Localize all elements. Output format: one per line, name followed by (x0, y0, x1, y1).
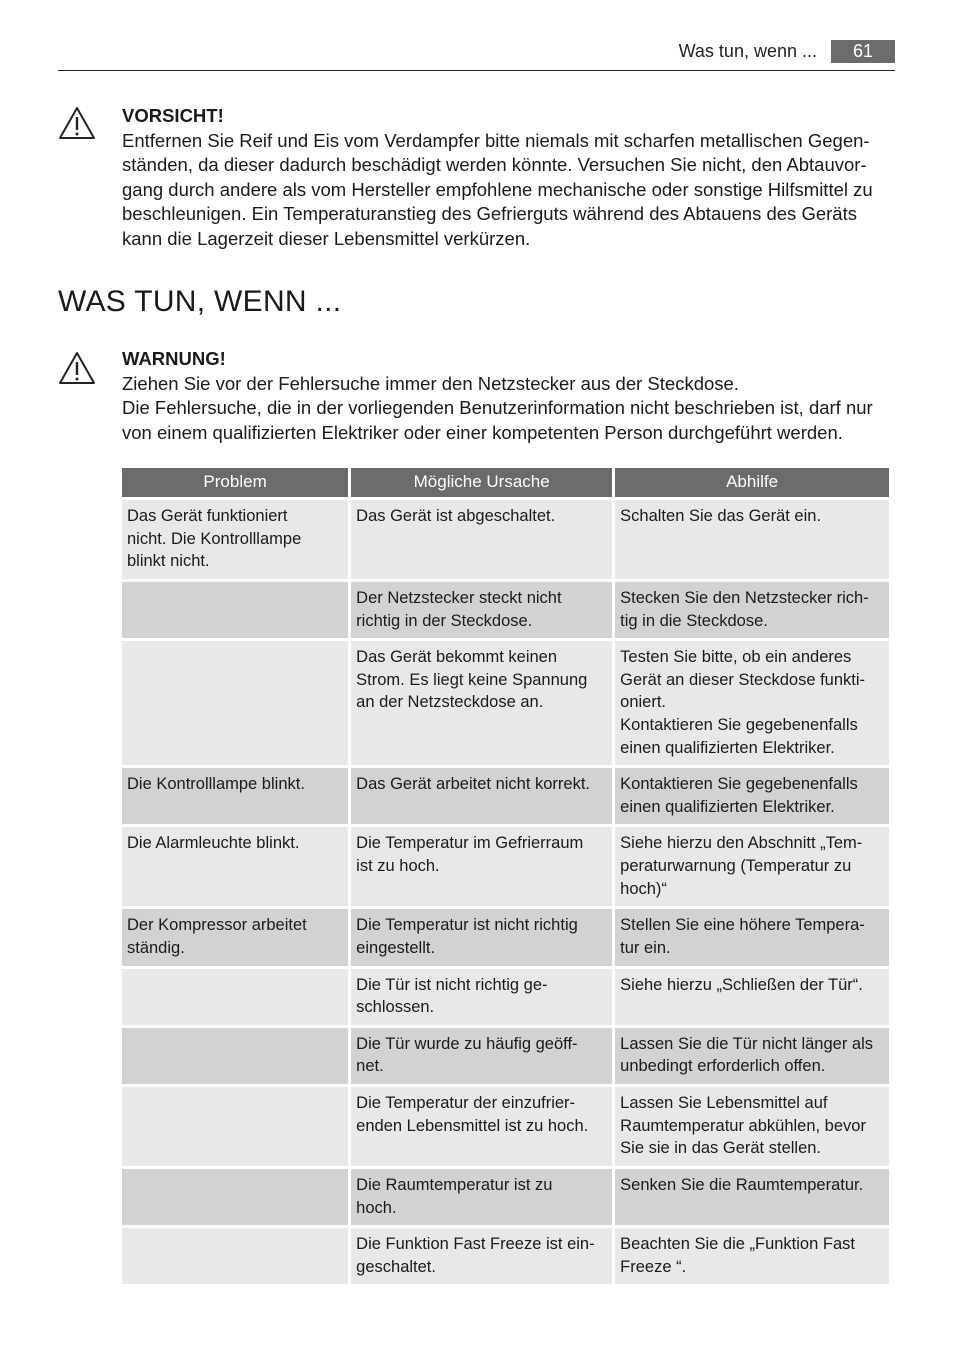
cell-line: Die Tür ist nicht richtig ge- (356, 975, 548, 994)
cause-cell (351, 1169, 612, 1225)
cell-line: tur ein. (620, 938, 671, 957)
cell-line: Die Tür wurde zu häufig geöff- (356, 1034, 578, 1053)
remedy-cell (615, 641, 889, 765)
cell-line: Kontaktieren Sie gegebenenfalls (620, 715, 858, 734)
table-row (122, 1087, 889, 1166)
cell-line: Das Gerät bekommt keinen (356, 648, 558, 667)
cell-line: net. (356, 1057, 384, 1076)
cell-line: Das Gerät funktioniert (127, 507, 288, 525)
cell-line: Raumtemperatur abkühlen, bevor (620, 1116, 866, 1135)
problem-cell (122, 641, 348, 765)
cell-line: peraturwarnung (Temperatur zu (620, 856, 852, 875)
cause-cell (351, 582, 612, 638)
cell-line: Senken Sie die Raumtemperatur. (620, 1175, 864, 1194)
table-row (122, 641, 889, 765)
remedy-cell (615, 582, 889, 638)
problem-cell (122, 969, 348, 1025)
cell-line: oniert. (620, 693, 667, 712)
caution-heading: VORSICHT! (122, 105, 224, 126)
problem-cell (122, 768, 348, 824)
column-header-problem: Problem (122, 468, 348, 497)
remedy-cell (615, 1087, 889, 1166)
cause-cell (351, 500, 612, 579)
cell-line: schlossen. (356, 998, 435, 1017)
cell-line: Strom. Es liegt keine Spannung (356, 670, 588, 689)
cause-cell (351, 909, 612, 965)
remedy-cell (615, 768, 889, 824)
cause-cell (351, 827, 612, 906)
table-row (122, 1028, 889, 1084)
warning-triangle-icon (58, 351, 96, 385)
warning-line: Ziehen Sie vor der Fehlersuche immer den Netzstecker aus der Steckdose. (122, 372, 739, 394)
cell-line: einen qualifizierten Elektriker. (620, 797, 835, 816)
cell-line: Die Temperatur der einzufrier- (356, 1093, 576, 1112)
remedy-cell (615, 827, 889, 906)
table-row (122, 969, 889, 1025)
caution-line: ständen, da dieser dadurch beschädigt werden könnte. Versuchen Sie nicht, den Abtauvor- (122, 154, 867, 176)
cell-line: ist zu hoch. (356, 856, 440, 875)
problem-cell (122, 582, 348, 638)
remedy-cell (615, 909, 889, 965)
table-row (122, 1169, 889, 1225)
page-number: 61 (831, 40, 895, 63)
cause-cell (351, 768, 612, 824)
cause-cell (351, 1228, 612, 1284)
page-header (58, 40, 895, 71)
cell-line: Das Gerät ist abgeschaltet. (356, 507, 556, 525)
cell-line: enden Lebensmittel ist zu hoch. (356, 1116, 589, 1135)
column-header-remedy: Abhilfe (615, 468, 889, 497)
cell-line: Sie sie in das Gerät stellen. (620, 1139, 822, 1158)
cell-line: Stecken Sie den Netzstecker rich- (620, 589, 869, 607)
table-row (122, 768, 889, 824)
cell-line: Siehe hierzu den Abschnitt „Tem- (620, 834, 863, 853)
caution-line: gang durch andere als vom Hersteller empfohlene mechanische oder sonstige Hilfsmittel zu (122, 178, 873, 200)
cell-line: Gerät an dieser Steckdose funkti- (620, 670, 866, 689)
problem-cell (122, 1028, 348, 1084)
warning-line: Die Fehlersuche, die in der vorliegenden Benutzerinformation nicht beschrieben ist, darf nur (122, 397, 873, 419)
cell-line: Die Temperatur im Gefrierraum (356, 834, 584, 853)
remedy-cell (615, 500, 889, 579)
cell-line: Freeze “. (620, 1257, 687, 1276)
cell-line: tig in die Steckdose. (620, 611, 768, 630)
cell-line: Schalten Sie das Gerät ein. (620, 507, 822, 525)
cell-line: Lassen Sie die Tür nicht länger als (620, 1034, 873, 1053)
cause-cell (351, 969, 612, 1025)
cell-line: Die Kontrolllampe blinkt. (127, 775, 305, 794)
table-row (122, 1228, 889, 1284)
remedy-cell (615, 969, 889, 1025)
cell-line: blinkt nicht. (127, 552, 210, 571)
cell-line: eingestellt. (356, 938, 436, 957)
cell-line: Die Alarmleuchte blinkt. (127, 834, 300, 853)
cause-cell (351, 641, 612, 765)
cell-line: nicht. Die Kontrolllampe (127, 529, 302, 548)
problem-cell (122, 827, 348, 906)
cell-line: ständig. (127, 938, 185, 957)
warning-line: von einem qualifizierten Elektriker oder einer kompetenten Person durchgeführt werden. (122, 421, 843, 443)
caution-line: beschleunigen. Ein Temperaturanstieg des Gefrierguts während des Abtauens des Geräts (122, 203, 857, 225)
caution-notice (122, 104, 897, 252)
cause-cell (351, 1087, 612, 1166)
cell-line: Die Temperatur ist nicht richtig (356, 916, 578, 935)
column-header-cause: Mögliche Ursache (351, 468, 612, 497)
table-row (122, 500, 889, 579)
cell-line: Beachten Sie die „Funktion Fast (620, 1235, 855, 1254)
problem-cell (122, 1087, 348, 1166)
troubleshooting-table (119, 465, 892, 1287)
cell-line: an der Netzsteckdose an. (356, 693, 544, 712)
cell-line: einen qualifizierten Elektriker. (620, 738, 835, 757)
problem-cell (122, 1169, 348, 1225)
warning-notice (122, 347, 897, 445)
cell-line: Lassen Sie Lebensmittel auf (620, 1093, 828, 1112)
remedy-cell (615, 1228, 889, 1284)
cell-line: Testen Sie bitte, ob ein anderes (620, 648, 852, 667)
problem-cell (122, 1228, 348, 1284)
warning-triangle-icon (58, 106, 96, 140)
table-row (122, 582, 889, 638)
cell-line: richtig in der Steckdose. (356, 611, 533, 630)
table-row (122, 909, 889, 965)
caution-line: kann die Lagerzeit dieser Lebensmittel verkürzen. (122, 227, 531, 249)
page-title: WAS TUN, WENN ... (58, 285, 342, 318)
table-header-row (122, 468, 889, 497)
caution-line: Entfernen Sie Reif und Eis vom Verdampfer bitte niemals mit scharfen metallischen Gegen- (122, 129, 870, 151)
cell-line: hoch. (356, 1198, 397, 1217)
cell-line: hoch)“ (620, 879, 667, 898)
cell-line: unbedingt erforderlich offen. (620, 1057, 826, 1076)
cell-line: Die Raumtemperatur ist zu (356, 1175, 553, 1194)
remedy-cell (615, 1028, 889, 1084)
cell-line: Der Kompressor arbeitet (127, 916, 307, 935)
cell-line: Das Gerät arbeitet nicht korrekt. (356, 775, 591, 794)
remedy-cell (615, 1169, 889, 1225)
cell-line: Die Funktion Fast Freeze ist ein- (356, 1235, 595, 1254)
cell-line: Stellen Sie eine höhere Tempera- (620, 916, 865, 935)
problem-cell (122, 909, 348, 965)
cell-line: geschaltet. (356, 1257, 436, 1276)
cell-line: Der Netzstecker steckt nicht (356, 589, 562, 607)
cause-cell (351, 1028, 612, 1084)
table-row (122, 827, 889, 906)
cell-line: Kontaktieren Sie gegebenenfalls (620, 775, 858, 794)
header-section-title: Was tun, wenn ... (678, 41, 817, 61)
cell-line: Siehe hierzu „Schließen der Tür“. (620, 975, 863, 994)
warning-heading: WARNUNG! (122, 348, 226, 369)
problem-cell (122, 500, 348, 579)
